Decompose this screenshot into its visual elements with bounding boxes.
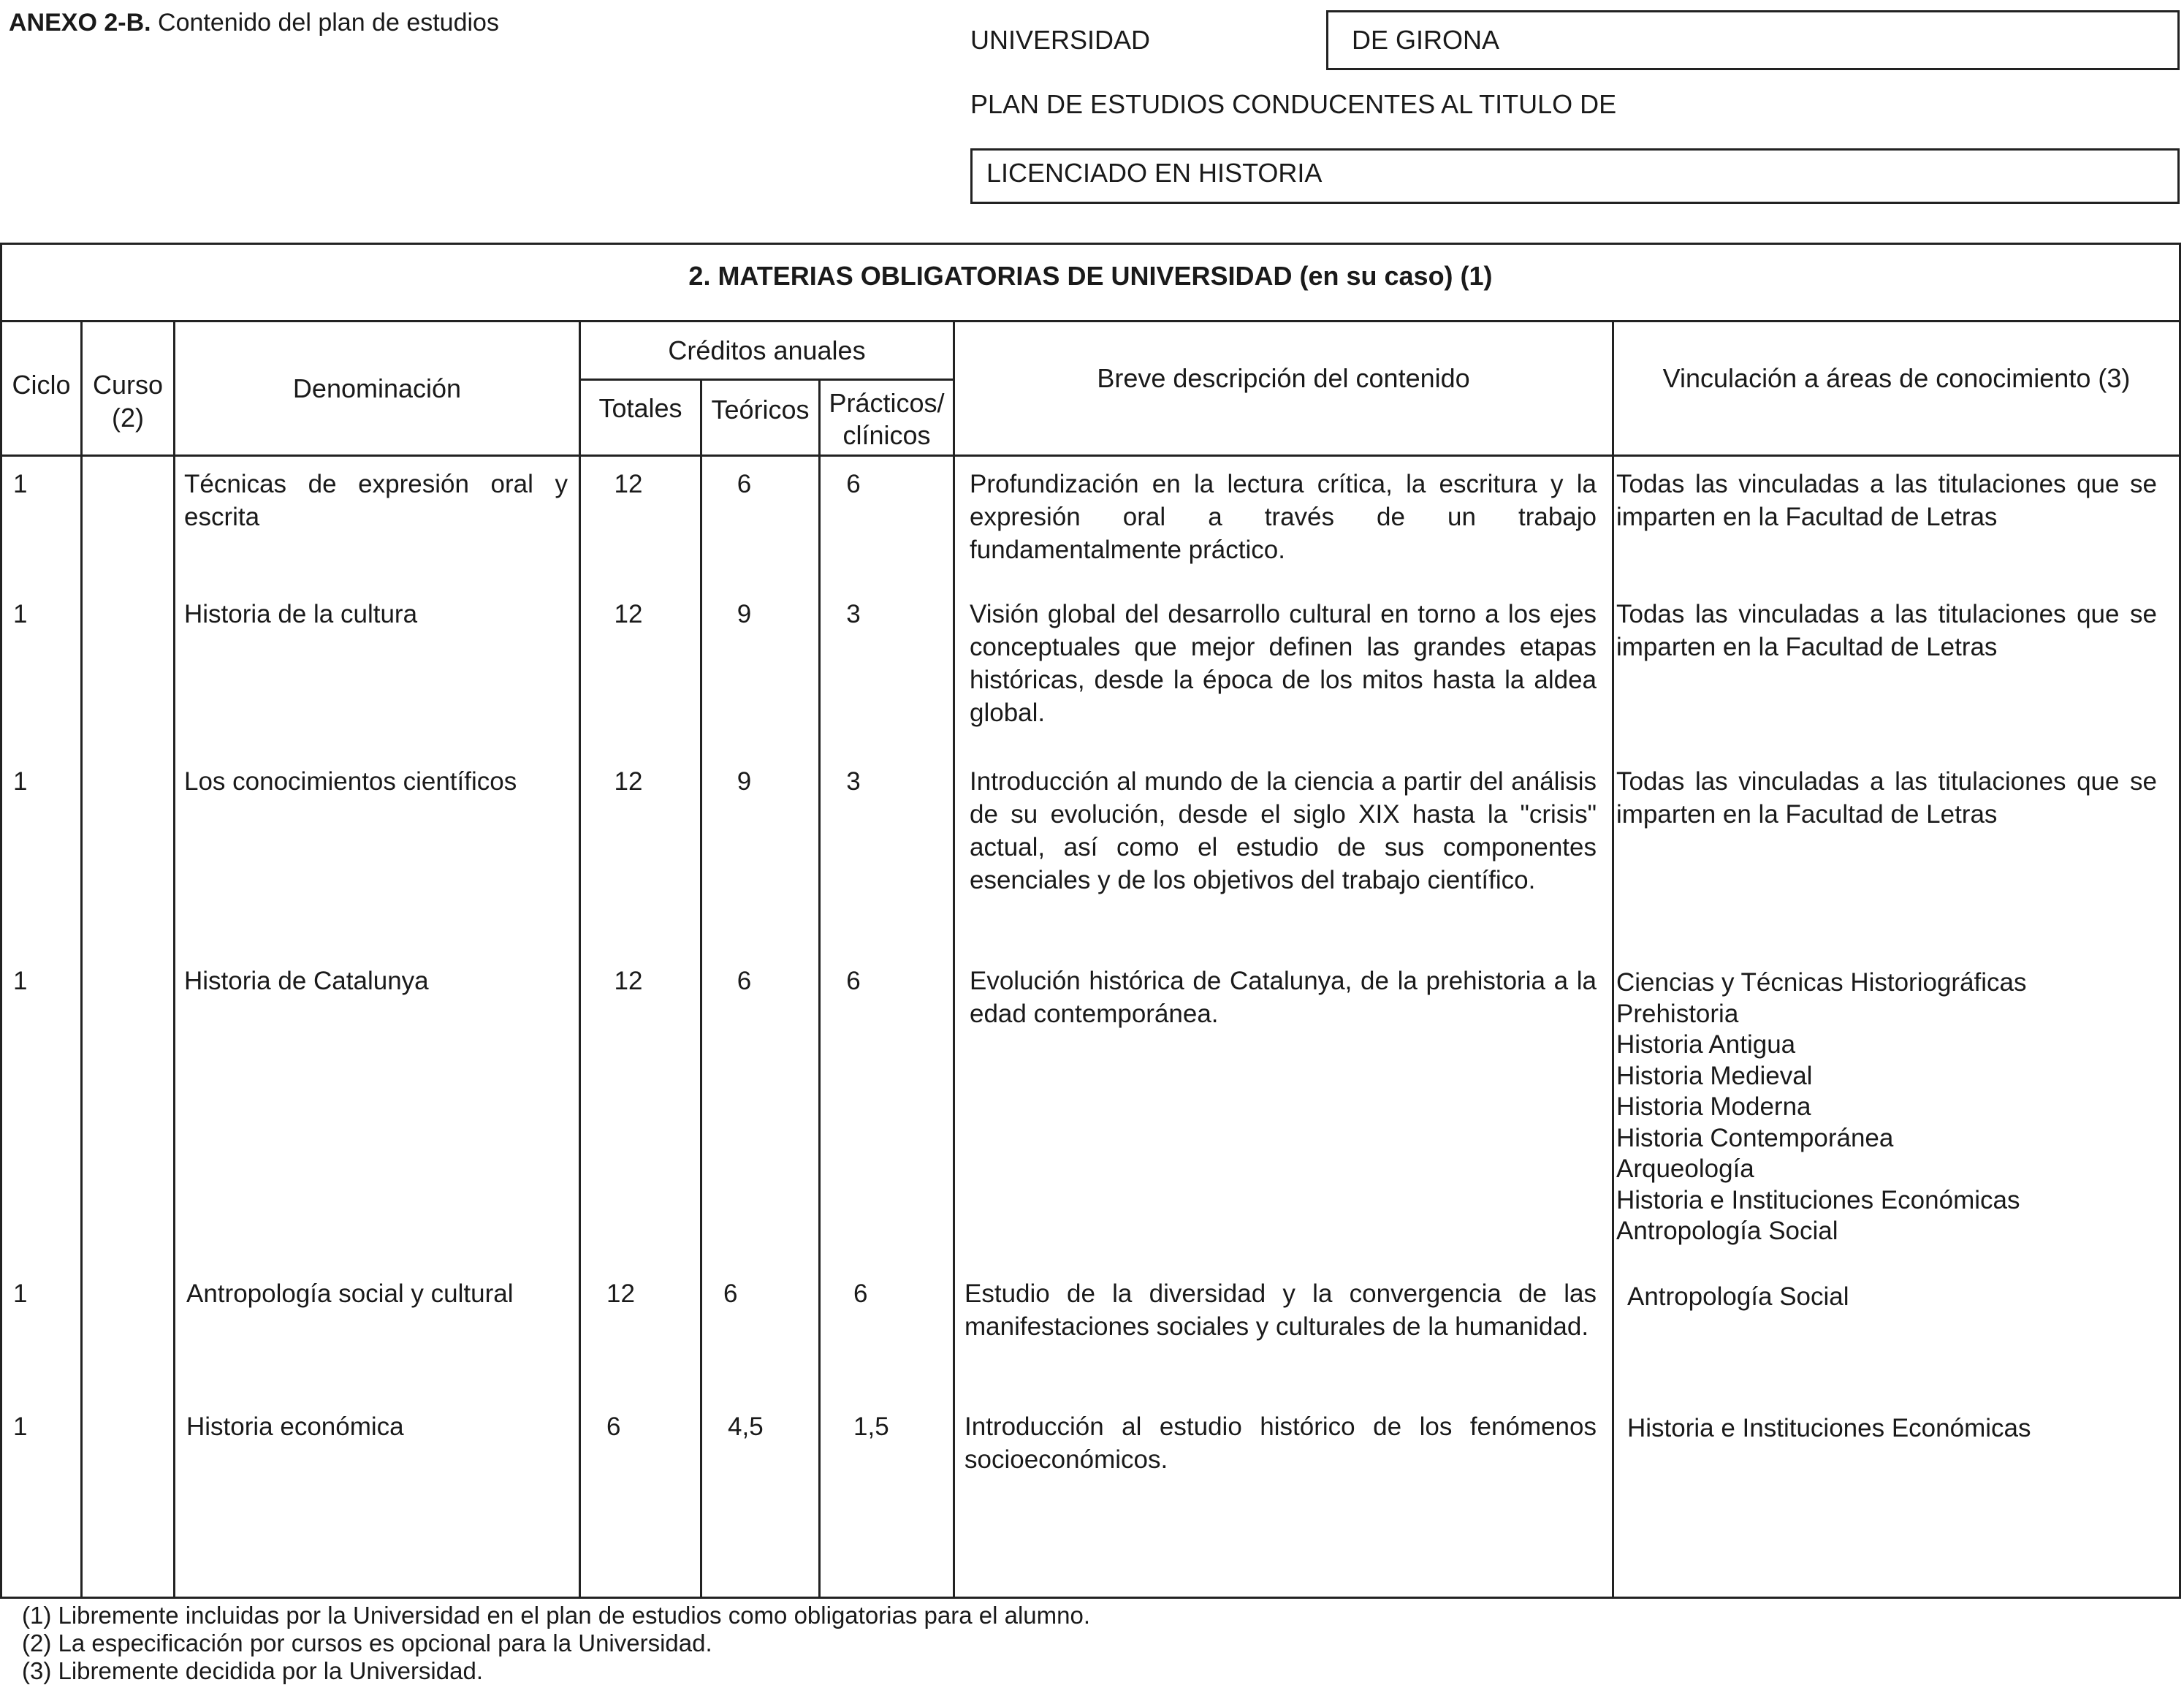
row-practicos: 3 [846,767,861,796]
footnote-3: (3) Libremente decidida por la Universidad. [22,1657,483,1684]
row-totales: 12 [614,600,643,628]
row-ciclo: 1 [13,967,28,995]
degree-value: LICENCIADO EN HISTORIA [986,158,1323,188]
row-area: Todas las vinculadas a las titulaciones que se imparten en la Facultad de Letras [1616,767,2157,829]
row-totales: 6 [606,1412,621,1441]
row-teoricos: 6 [737,470,752,498]
plan-label: PLAN DE ESTUDIOS CONDUCENTES AL TITULO DE [970,89,1617,119]
row-ciclo: 1 [13,1279,28,1308]
header-totales: Totales [598,393,682,423]
row-denominacion: Antropología social y cultural [186,1279,514,1308]
row-totales: 12 [614,967,643,995]
row-teoricos: 6 [737,967,752,995]
row-totales: 12 [614,767,643,796]
row-practicos: 6 [846,470,861,498]
area-item: Historia Medieval [1616,1061,1813,1090]
area-item: Antropología Social [1616,1217,1838,1245]
row-practicos: 6 [846,967,861,995]
footnote-1: (1) Libremente incluidas por la Universidad en el plan de estudios como obligatorias para el alumno. [22,1602,1090,1629]
row-teoricos: 9 [737,600,752,628]
row-area: Historia e Instituciones Económicas [1627,1414,2031,1442]
row-descripcion: Estudio de la diversidad y la convergencia de las manifestaciones sociales y culturales de la humanidad. [964,1279,1597,1341]
header-practicos: Prácticos/ [829,388,945,418]
row-denominacion: Historia económica [186,1412,404,1441]
header-descripcion: Breve descripción del contenido [1097,363,1470,393]
area-item: Historia Antigua [1616,1030,1796,1059]
header-teoricos: Teóricos [711,395,810,425]
row-teoricos: 9 [737,767,752,796]
row-totales: 12 [614,470,643,498]
header-curso-note: (2) [112,403,144,433]
area-item: Prehistoria [1616,999,1739,1028]
row-denominacion: Historia de Catalunya [184,967,429,995]
row-practicos: 3 [846,600,861,628]
row-teoricos: 6 [723,1279,738,1308]
row-descripcion: Evolución histórica de Catalunya, de la prehistoria a la edad contemporánea. [970,967,1597,1028]
row-practicos: 6 [853,1279,868,1308]
row-ciclo: 1 [13,470,28,498]
table-title: 2. MATERIAS OBLIGATORIAS DE UNIVERSIDAD (en su caso) (1) [688,261,1493,291]
university-label: UNIVERSIDAD [970,25,1151,55]
area-item: Ciencias y Técnicas Historiográficas [1616,968,2027,997]
area-item: Arqueología [1616,1155,1754,1183]
header-denominacion: Denominación [292,373,462,403]
row-area: Antropología Social [1627,1282,1849,1311]
row-totales: 12 [606,1279,635,1308]
row-denominacion: Técnicas de expresión oral y escrita [184,470,568,531]
row-area: Todas las vinculadas a las titulaciones que se imparten en la Facultad de Letras [1616,600,2157,661]
row-descripcion: Visión global del desarrollo cultural en torno a los ejes conceptuales que mejor definen las grandes etapas históricas, desde la época de los mitos hasta la aldea global. [970,600,1597,727]
area-item: Historia e Instituciones Económicas [1616,1185,2020,1214]
row-area: Todas las vinculadas a las titulaciones que se imparten en la Facultad de Letras [1616,470,2157,531]
row-denominacion: Los conocimientos científicos [184,767,517,796]
row-descripcion: Introducción al estudio histórico de los fenómenos socioeconómicos. [964,1412,1597,1474]
row-ciclo: 1 [13,767,28,796]
row-practicos: 1,5 [853,1412,889,1441]
annex-heading [9,9,499,37]
row-descripcion: Introducción al mundo de la ciencia a partir del análisis de su evolución, desde el siglo XIX hasta la "crisis" actual, así como el estudio de sus componentes esenciales y de los objetivos del trabajo científico. [970,767,1597,894]
row-ciclo: 1 [13,600,28,628]
header-vinculacion: Vinculación a áreas de conocimiento (3) [1662,363,2131,393]
row-areas-list [1616,967,2172,1247]
header-clinicos: clínicos [842,420,931,450]
row-teoricos: 4,5 [728,1412,764,1441]
header-creditos: Créditos anuales [668,335,866,365]
university-value: DE GIRONA [1352,25,1500,55]
header-ciclo: Ciclo [12,370,71,400]
row-ciclo: 1 [13,1412,28,1441]
footnote-2: (2) La especificación por cursos es opcional para la Universidad. [22,1629,712,1657]
annex-label: ANEXO 2-B. [9,9,151,37]
area-item: Historia Moderna [1616,1092,1811,1121]
row-denominacion: Historia de la cultura [184,600,418,628]
annex-text: Contenido del plan de estudios [158,9,499,37]
header-curso: Curso [92,370,164,400]
row-descripcion: Profundización en la lectura crítica, la escritura y la expresión oral a través de un trabajo fundamentalmente práctico. [970,470,1597,564]
area-item: Historia Contemporánea [1616,1123,1894,1152]
